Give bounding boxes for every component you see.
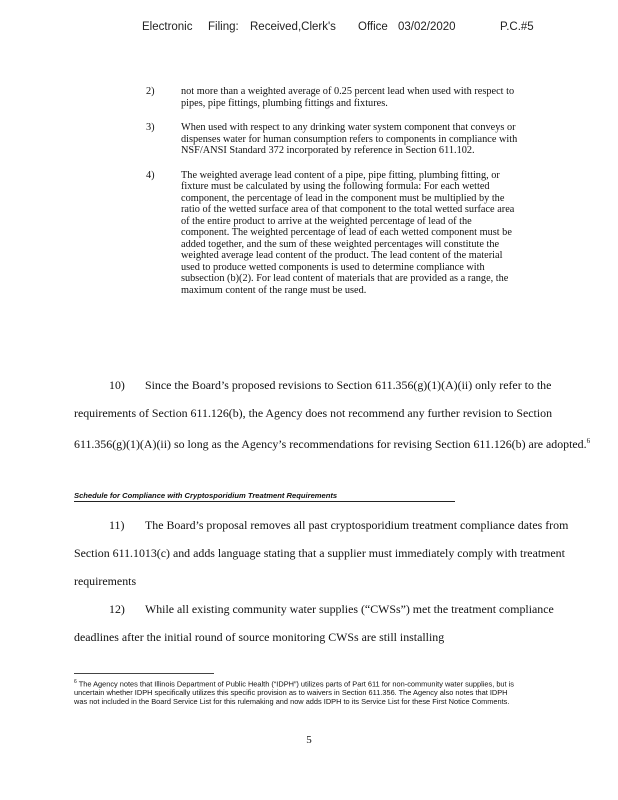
subsection-list xyxy=(146,86,522,309)
header-office: Office xyxy=(358,21,388,33)
header-date: 03/02/2020 xyxy=(398,21,456,33)
footnote-divider xyxy=(74,673,214,674)
item-number: 4) xyxy=(146,169,155,181)
paragraph-number: 12) xyxy=(109,602,125,616)
header-received: Received,Clerk's xyxy=(250,21,336,33)
footnote xyxy=(74,678,514,706)
list-item xyxy=(146,86,522,109)
header-electronic: Electronic xyxy=(142,21,193,33)
paragraph-number: 10) xyxy=(109,378,125,392)
paragraph-text: The Board’s proposal removes all past cryptosporidium treatment compliance dates from Section 611.1013(c) and adds language stating that a supplier must immediately comply with treatment requirements xyxy=(74,518,569,588)
paragraph-text: Since the Board’s proposed revisions to Section 611.356(g)(1)(A)(ii) only refer to the requirements of Section 611.126(b), the Agency does not recommend any further revision to Section 611.356(g)(1)(A)(ii) so long as the Agency’s recommendations for revising Section 611.126(b) are adopted. xyxy=(74,378,587,451)
item-text: The weighted average lead content of a pipe, pipe fitting, plumbing fitting, or fixture must be calculated by using the following formula: For each wetted component, the percentage of lead in the component must be multiplied by the ratio of the wetted surface area of that component to the total wetted surface area of the entire product to arrive at the weighted percentage of lead of the component. The weighted percentage of lead of each wetted component must be added together, and the sum of these weighted percentages will constitute the weighted average lead content of the product. The lead content of the material used to produce wetted components is used to determine compliance with subsection (b)(2). For lead content of materials that are provided as a range, the maximum content of the range must be used. xyxy=(181,169,515,296)
item-text: When used with respect to any drinking water system component that conveys or dispenses water for human consumption refers to components in compliance with NSF/ANSI Standard 372 incorporated by reference in Section 611.102. xyxy=(181,122,518,156)
footnote-text: The Agency notes that Illinois Department of Public Health (“IDPH”) utilizes parts of Part 611 for non-community water supplies, but is uncertain whether IDPH specifically utilizes this specific provision as to waivers in Section 611.356. The Agency also notes that IDPH was not included in the Board Service List for this rulemaking and now adds IDPH to its Service List for these First Notice Comments. xyxy=(74,679,514,707)
item-text: not more than a weighted average of 0.25 percent lead when used with respect to pipes, pipe fittings, plumbing fittings and fixtures. xyxy=(181,86,515,109)
header-pc: P.C.#5 xyxy=(500,21,534,33)
header-filing: Filing: xyxy=(208,21,239,33)
list-item xyxy=(146,122,522,157)
list-item xyxy=(146,170,522,297)
paragraph-12 xyxy=(74,595,600,651)
paragraph-10 xyxy=(74,371,600,458)
item-number: 2) xyxy=(146,86,155,97)
footnote-reference: 6 xyxy=(586,437,591,445)
paragraph-text: While all existing community water supplies (“CWSs”) met the treatment compliance deadlines after the initial round of source monitoring CWSs are still installing xyxy=(74,602,554,644)
item-number: 3) xyxy=(146,122,155,133)
page-number: 5 xyxy=(306,734,312,746)
section-heading: Schedule for Compliance with Cryptosporidium Treatment Requirements xyxy=(74,491,455,502)
footnote-mark: 6 xyxy=(74,679,77,685)
paragraph-number: 11) xyxy=(109,518,125,532)
paragraph-11 xyxy=(74,511,600,595)
